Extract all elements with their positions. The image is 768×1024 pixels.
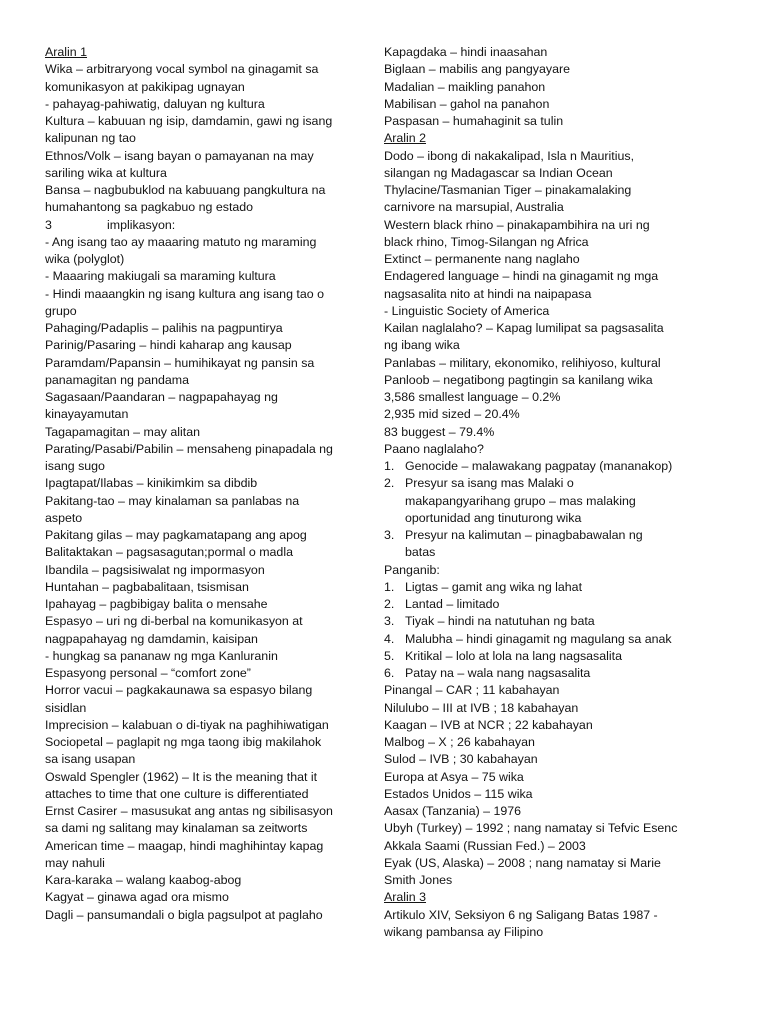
text-line: Kara-karaka – walang kaabog-abog xyxy=(45,873,242,887)
list-text: batas xyxy=(405,545,436,560)
list-text: Genocide – malawakang pagpatay (mananakop) xyxy=(405,459,673,473)
list-text: Presyur na kalimutan – pinagbabawalan ng xyxy=(405,528,643,542)
text-line: - Hindi maaangkin ng isang kultura ang isang tao o xyxy=(45,286,324,301)
text-line: grupo xyxy=(45,303,77,318)
text-line: Kapagdaka – hindi inaasahan xyxy=(384,45,548,59)
panganib-item xyxy=(384,631,736,648)
text-line: kinayayamutan xyxy=(45,407,129,422)
list-number xyxy=(384,510,405,527)
implikasyon-label: implikasyon: xyxy=(107,217,176,232)
left-lines-group xyxy=(45,61,345,216)
paano-list xyxy=(384,458,736,562)
text-line: nagpapahayag ng damdamin, kaisipan xyxy=(45,631,258,646)
paano-item-continuation xyxy=(384,544,736,561)
text-line: aspeto xyxy=(45,510,83,525)
text-line: Huntahan – pagbabalitaan, tsismisan xyxy=(45,579,249,594)
list-text: Malubha – hindi ginagamit ng magulang sa anak xyxy=(405,631,672,646)
text-line: Oswald Spengler (1962) – It is the meaning that it xyxy=(45,769,318,784)
text-line: Ibandila – pagsisiwalat ng impormasyon xyxy=(45,562,265,577)
list-text: oportunidad ang tinuturong wika xyxy=(405,510,582,525)
text-line: - hungkag sa pananaw ng mga Kanluranin xyxy=(45,648,278,663)
paano-item xyxy=(384,458,736,475)
text-line: Pakitang-tao – may kinalaman sa panlabas na xyxy=(45,493,300,508)
left-column xyxy=(45,44,345,924)
implikasyon-number: 3 xyxy=(45,217,52,232)
text-line: Europa at Asya – 75 wika xyxy=(384,769,524,784)
text-line: Extinct – permanente nang naglaho xyxy=(384,252,580,266)
list-number: 3. xyxy=(384,528,395,542)
panganib-item xyxy=(384,579,736,596)
right-top-lines xyxy=(384,44,736,130)
panganib-label: Panganib: xyxy=(384,562,440,577)
text-line: carnivore na marsupial, Australia xyxy=(384,200,564,215)
text-line: 3,586 smallest language – 0.2% xyxy=(384,390,561,404)
text-line: Malbog – X ; 26 kabahayan xyxy=(384,735,535,749)
text-line: Sagasaan/Paandaran – nagpapahayag ng xyxy=(45,390,278,404)
text-line: nagsasalita nito at hindi na naipapasa xyxy=(384,286,592,301)
text-line: - Maaaring makiugali sa maraming kultura xyxy=(45,269,276,284)
panganib-item xyxy=(384,665,736,682)
text-line: black rhino, Timog-Silangan ng Africa xyxy=(384,234,589,249)
heading-aralin-3: Aralin 3 xyxy=(384,890,427,905)
text-line: Madalian – maikling panahon xyxy=(384,79,546,94)
list-text: Presyur sa isang mas Malaki o xyxy=(405,476,574,491)
list-number xyxy=(384,544,405,561)
text-line: Parating/Pasabi/Pabilin – mensaheng pinapadala ng xyxy=(45,441,333,456)
text-line: Thylacine/Tasmanian Tiger – pinakamalaking xyxy=(384,183,632,197)
heading-aralin-2: Aralin 2 xyxy=(384,131,427,146)
heading-aralin-1: Aralin 1 xyxy=(45,45,88,59)
text-line: Kagyat – ginawa agad ora mismo xyxy=(45,890,229,905)
text-line: sa dami ng salitang may kinalaman sa zeitworts xyxy=(45,821,308,836)
list-text: Lantad – limitado xyxy=(405,597,500,611)
text-line: Dagli – pansumandali o bigla pagsulpot at paglaho xyxy=(45,907,323,922)
text-line: attaches to time that one culture is differentiated xyxy=(45,786,309,801)
text-line: sisidlan xyxy=(45,700,87,715)
text-line: Paramdam/Papansin – humihikayat ng pansin sa xyxy=(45,355,315,370)
text-line: Eyak (US, Alaska) – 2008 ; nang namatay si Marie xyxy=(384,855,661,870)
text-line: silangan ng Madagascar sa Indian Ocean xyxy=(384,165,613,180)
text-line: Wika – arbitraryong vocal symbol na ginagamit sa xyxy=(45,62,319,77)
paano-item xyxy=(384,527,736,544)
text-line: sa isang usapan xyxy=(45,752,136,767)
paano-item xyxy=(384,475,736,492)
list-number: 2. xyxy=(384,476,395,491)
text-line: Paano naglalaho? xyxy=(384,441,484,456)
text-line: panamagitan ng pandama xyxy=(45,372,189,387)
text-line: Espasyo – uri ng di-berbal na komunikasyon at xyxy=(45,614,303,629)
paano-item-continuation xyxy=(384,493,736,510)
text-line: Ubyh (Turkey) – 1992 ; nang namatay si Tefvic Esenc xyxy=(384,821,678,836)
text-line: Imprecision – kalabuan o di-tiyak na paghihiwatigan xyxy=(45,717,329,732)
text-line: Artikulo XIV, Seksiyon 6 ng Saligang Batas 1987 - xyxy=(384,907,658,922)
list-text: Ligtas – gamit ang wika ng lahat xyxy=(405,579,583,594)
list-number: 5. xyxy=(384,648,395,663)
list-text: makapangyarihang grupo – mas malaking xyxy=(405,493,636,508)
right-end-lines xyxy=(384,682,736,889)
text-line: kalipunan ng tao xyxy=(45,131,136,146)
right-column xyxy=(384,44,736,941)
text-line: sariling wika at kultura xyxy=(45,165,167,180)
text-line: - pahayag-pahiwatig, daluyan ng kultura xyxy=(45,96,265,111)
list-number: 1. xyxy=(384,459,395,473)
text-line: komunikasyon at pakikipag ugnayan xyxy=(45,79,245,94)
text-line: Panloob – negatibong pagtingin sa kanilang wika xyxy=(384,372,653,387)
text-line: Panlabas – military, ekonomiko, relihiyoso, kultural xyxy=(384,355,661,370)
panganib-item xyxy=(384,613,736,630)
text-line: Sulod – IVB ; 30 kabahayan xyxy=(384,752,538,767)
text-line: 83 buggest – 79.4% xyxy=(384,424,495,439)
text-line: Biglaan – mabilis ang pangyayare xyxy=(384,62,570,77)
text-line: Nilulubo – III at IVB ; 18 kabahayan xyxy=(384,700,579,715)
aralin-2-lines xyxy=(384,148,736,459)
text-line: American time – maagap, hindi maghihintay kapag xyxy=(45,838,324,853)
text-line: Horror vacui – pagkakaunawa sa espasyo bilang xyxy=(45,683,313,698)
text-line: isang sugo xyxy=(45,459,105,473)
aralin-3-lines xyxy=(384,907,736,942)
list-text: Patay na – wala nang nagsasalita xyxy=(405,666,591,680)
text-line: Balitaktakan – pagsasagutan;pormal o madla xyxy=(45,545,293,560)
text-line: - Linguistic Society of America xyxy=(384,303,550,318)
text-line: Mabilisan – gahol na panahon xyxy=(384,96,550,111)
text-line: Aasax (Tanzania) – 1976 xyxy=(384,804,522,818)
text-line: Pahaging/Padaplis – palihis na pagpuntirya xyxy=(45,321,283,335)
text-line: Pinangal – CAR ; 11 kabahayan xyxy=(384,683,560,698)
text-line: - Ang isang tao ay maaaring matuto ng maraming xyxy=(45,234,317,249)
implikasyon-line xyxy=(45,217,345,234)
left-lines-group-2 xyxy=(45,234,345,924)
text-line: Parinig/Pasaring – hindi kaharap ang kausap xyxy=(45,338,292,353)
panganib-item xyxy=(384,648,736,665)
panganib-list xyxy=(384,579,736,683)
text-line: Western black rhino – pinakapambihira na uri ng xyxy=(384,217,650,232)
text-line: Kaagan – IVB at NCR ; 22 kabahayan xyxy=(384,717,593,732)
text-line: Ipahayag – pagbibigay balita o mensahe xyxy=(45,597,268,611)
text-line: may nahuli xyxy=(45,855,105,870)
text-line: ng ibang wika xyxy=(384,338,460,353)
list-number: 3. xyxy=(384,614,395,629)
list-text: Tiyak – hindi na natutuhan ng bata xyxy=(405,614,595,629)
text-line: Pakitang gilas – may pagkamatapang ang apog xyxy=(45,528,307,542)
text-line: wika (polyglot) xyxy=(45,252,125,266)
text-line: Ernst Casirer – masusukat ang antas ng sibilisasyon xyxy=(45,804,333,818)
text-line: Akkala Saami (Russian Fed.) – 2003 xyxy=(384,838,586,853)
text-line: Sociopetal – paglapit ng mga taong ibig makilahok xyxy=(45,735,322,749)
text-line: wikang pambansa ay Filipino xyxy=(384,924,544,939)
text-line: humahantong sa pagkabuo ng estado xyxy=(45,200,254,215)
text-line: Kailan naglalaho? – Kapag lumilipat sa pagsasalita xyxy=(384,321,664,335)
text-line: Endagered language – hindi na ginagamit ng mga xyxy=(384,269,659,284)
text-line: Tagapamagitan – may alitan xyxy=(45,424,200,439)
text-line: Estados Unidos – 115 wika xyxy=(384,786,533,801)
paano-item-continuation xyxy=(384,510,736,527)
list-number: 2. xyxy=(384,597,395,611)
list-number: 1. xyxy=(384,579,395,594)
list-text: Kritikal – lolo at lola na lang nagsasalita xyxy=(405,648,622,663)
text-line: Paspasan – humahaginit sa tulin xyxy=(384,114,564,128)
text-line: Kultura – kabuuan ng isip, damdamin, gawi ng isang xyxy=(45,114,333,128)
list-number: 6. xyxy=(384,666,395,680)
text-line: Bansa – nagbubuklod na kabuuang pangkultura na xyxy=(45,183,326,197)
text-line: Ipagtapat/Ilabas – kinikimkim sa dibdib xyxy=(45,476,258,491)
panganib-item xyxy=(384,596,736,613)
text-line: Dodo – ibong di nakakalipad, Isla n Mauritius, xyxy=(384,148,635,163)
text-line: Espasyong personal – “comfort zone” xyxy=(45,666,251,680)
text-line: 2,935 mid sized – 20.4% xyxy=(384,407,520,422)
text-line: Smith Jones xyxy=(384,873,453,887)
list-number xyxy=(384,493,405,510)
text-line: Ethnos/Volk – isang bayan o pamayanan na may xyxy=(45,148,314,163)
list-number: 4. xyxy=(384,631,395,646)
